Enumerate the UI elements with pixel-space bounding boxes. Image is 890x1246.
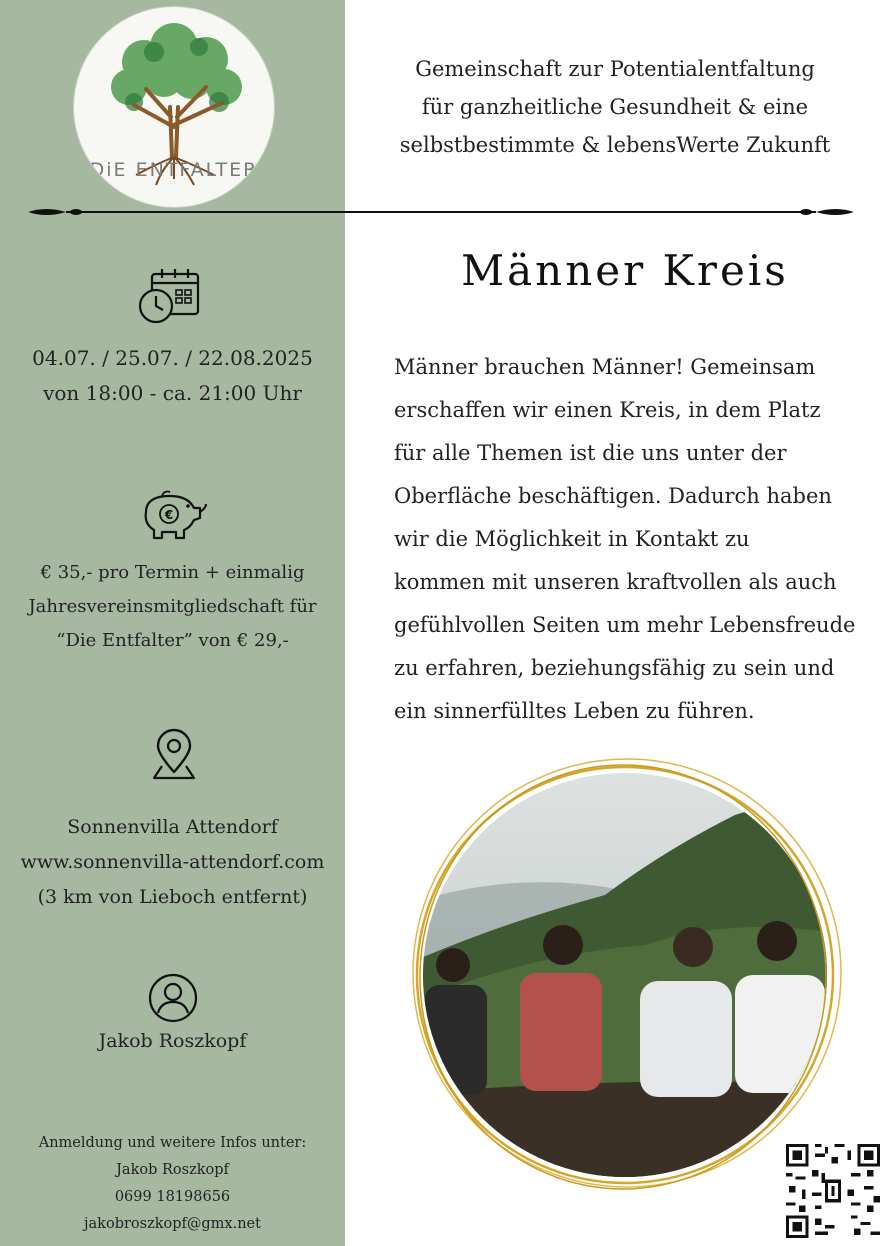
logo <box>73 6 275 208</box>
ornamental-divider <box>26 204 856 220</box>
description-line: für alle Themen ist die uns unter der <box>394 441 787 465</box>
contact-info <box>0 1130 345 1238</box>
contact-name: Jakob Roszkopf <box>116 1162 229 1178</box>
schedule-dates: 04.07. / 25.07. / 22.08.2025 <box>32 346 313 370</box>
schedule-time: von 18:00 - ca. 21:00 Uhr <box>43 381 302 405</box>
description-line: erschaffen wir einen Kreis, in dem Platz <box>394 398 821 422</box>
qr-code[interactable] <box>786 1144 880 1238</box>
description <box>394 346 878 733</box>
price-line: “Die Entfalter” von € 29,- <box>56 630 289 651</box>
page-title: Männer Kreis <box>461 246 789 295</box>
calendar-clock-icon <box>138 266 202 326</box>
tagline-line: Gemeinschaft zur Potentialentfaltung <box>415 57 815 81</box>
location-note: (3 km von Lieboch entfernt) <box>37 886 308 908</box>
piggy-bank-icon <box>136 488 210 540</box>
location-name: Sonnenvilla Attendorf <box>67 816 278 838</box>
schedule <box>0 341 345 411</box>
contact-email[interactable]: jakobroszkopf@gmx.net <box>84 1216 261 1232</box>
description-line: Männer brauchen Männer! Gemeinsam <box>394 355 816 379</box>
location-info <box>0 810 345 915</box>
user-icon <box>147 972 199 1024</box>
tagline <box>370 50 860 164</box>
price-line: € 35,- pro Termin + einmalig <box>40 562 305 583</box>
price-line: Jahresvereinsmitgliedschaft für <box>28 596 317 617</box>
description-line: wir die Möglichkeit in Kontakt zu <box>394 527 750 551</box>
contact-phone[interactable]: 0699 18198656 <box>114 1189 231 1205</box>
map-pin-icon <box>150 728 198 784</box>
group-photo <box>405 755 845 1195</box>
host-name: Jakob Roszkopf <box>98 1030 247 1052</box>
svg-text:€: € <box>164 508 174 522</box>
description-line: zu erfahren, beziehungsfähig zu sein und <box>394 656 835 680</box>
tagline-line: selbstbestimmte & lebensWerte Zukunft <box>399 133 831 157</box>
description-line: Oberfläche beschäftigen. Dadurch haben <box>394 484 832 508</box>
logo-name: DiE ENTFALTER <box>89 159 259 181</box>
location-url[interactable]: www.sonnenvilla-attendorf.com <box>20 851 325 873</box>
price-info <box>0 556 345 658</box>
description-line: ein sinnerfülltes Leben zu führen. <box>394 699 755 723</box>
tagline-line: für ganzheitliche Gesundheit & eine <box>421 95 809 119</box>
contact-heading: Anmeldung und weitere Infos unter: <box>38 1135 307 1151</box>
description-line: gefühlvollen Seiten um mehr Lebensfreude <box>394 613 856 637</box>
description-line: kommen mit unseren kraftvollen als auch <box>394 570 837 594</box>
